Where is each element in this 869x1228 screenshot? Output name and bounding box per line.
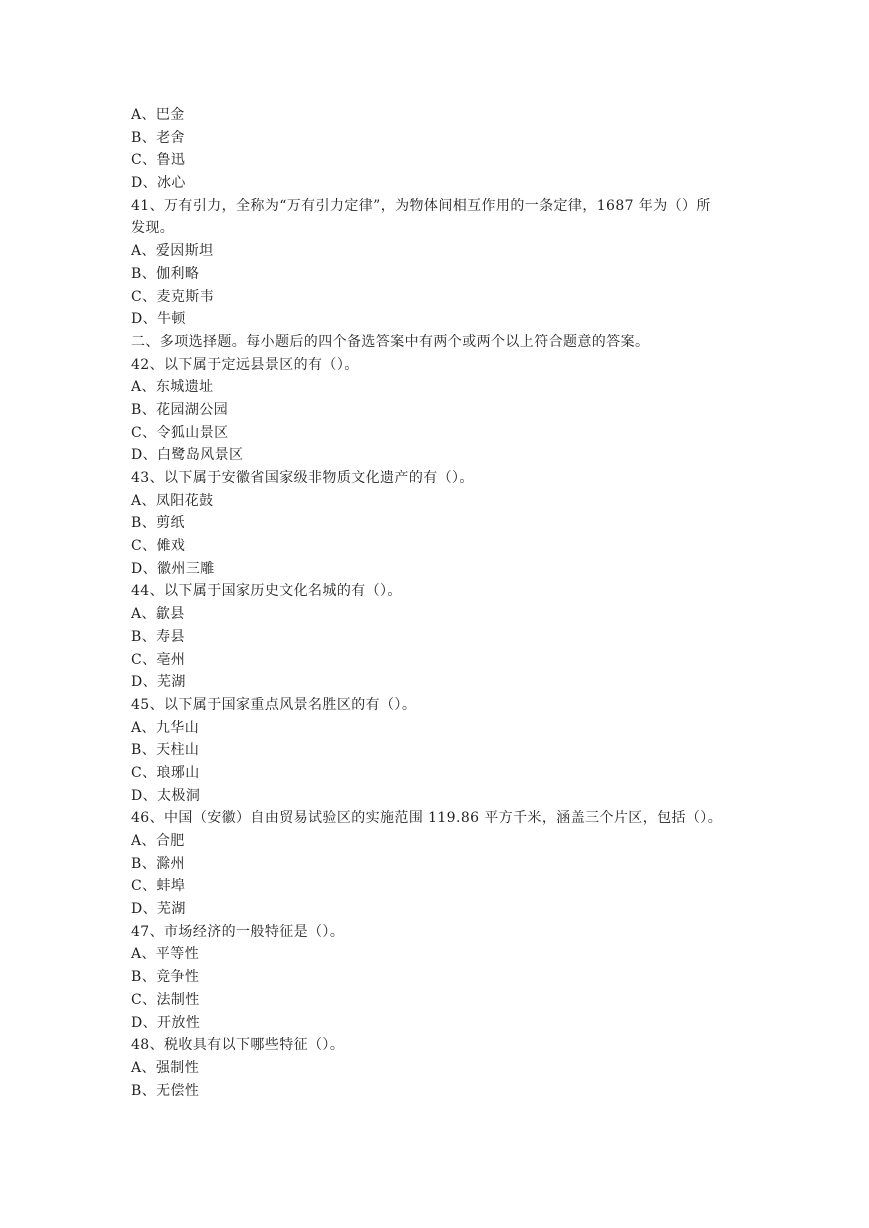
option-line: C、麦克斯韦 — [131, 288, 215, 305]
option-line: A、强制性 — [131, 1059, 200, 1076]
question-line: 47、市场经济的一般特征是（）。 — [131, 923, 345, 940]
option-line: D、开放性 — [131, 1014, 201, 1031]
option-line: A、爱因斯坦 — [131, 243, 214, 260]
option-line: C、法制性 — [131, 991, 200, 1008]
option-line: B、寿县 — [131, 628, 185, 645]
option-line: C、亳州 — [131, 651, 186, 668]
option-line: C、琅琊山 — [131, 764, 200, 781]
option-line: A、平等性 — [131, 946, 200, 963]
option-line: A、九华山 — [131, 719, 200, 736]
option-line: A、合肥 — [131, 833, 185, 849]
option-line: A、歙县 — [131, 606, 185, 623]
option-line: B、天柱山 — [131, 742, 200, 759]
option-line: C、令狐山景区 — [131, 424, 229, 441]
section-heading: 二、多项选择题。每小题后的四个备选答案中有两个或两个以上符合题意的答案。 — [131, 333, 650, 350]
option-line: B、老舍 — [131, 129, 185, 146]
question-line: 发现。 — [131, 220, 175, 237]
option-line: B、无偿性 — [131, 1082, 200, 1099]
document-page — [131, 104, 743, 1102]
option-line: B、滁州 — [131, 855, 185, 872]
question-line: 46、中国（安徽）自由贸易试验区的实施范围 119.86 平方千米，涵盖三个片区，包括（）。 — [131, 810, 723, 827]
question-line: 45、以下属于国家重点风景名胜区的有（）。 — [131, 696, 417, 713]
option-line: B、竞争性 — [131, 969, 200, 986]
question-line: 42、以下属于定远县景区的有（）。 — [131, 356, 359, 373]
option-line: D、牛顿 — [131, 311, 186, 328]
option-line: C、蚌埠 — [131, 878, 186, 895]
question-line: 48、税收具有以下哪些特征（）。 — [131, 1037, 345, 1054]
option-line: D、芜湖 — [131, 901, 186, 918]
question-line: 44、以下属于国家历史文化名城的有（）。 — [131, 583, 402, 600]
option-line: D、白鹭岛风景区 — [131, 447, 244, 464]
question-line: 41、万有引力，全称为“万有引力定律”，为物体间相互作用的一条定律，1687 年为（）所 — [131, 197, 711, 214]
option-line: B、伽利略 — [131, 265, 200, 282]
option-line: A、巴金 — [131, 107, 185, 123]
option-line: D、徽州三雕 — [131, 560, 215, 577]
option-line: A、凤阳花鼓 — [131, 492, 214, 509]
option-line: C、鲁迅 — [131, 152, 186, 169]
option-line: C、傩戏 — [131, 538, 186, 555]
question-line: 43、以下属于安徽省国家级非物质文化遗产的有（）。 — [131, 470, 474, 486]
option-line: B、剪纸 — [131, 515, 185, 532]
option-line: D、冰心 — [131, 175, 186, 192]
option-line: D、芜湖 — [131, 674, 186, 691]
option-line: D、太极洞 — [131, 787, 201, 804]
option-line: B、花园湖公园 — [131, 401, 229, 418]
option-line: A、东城遗址 — [131, 379, 214, 396]
